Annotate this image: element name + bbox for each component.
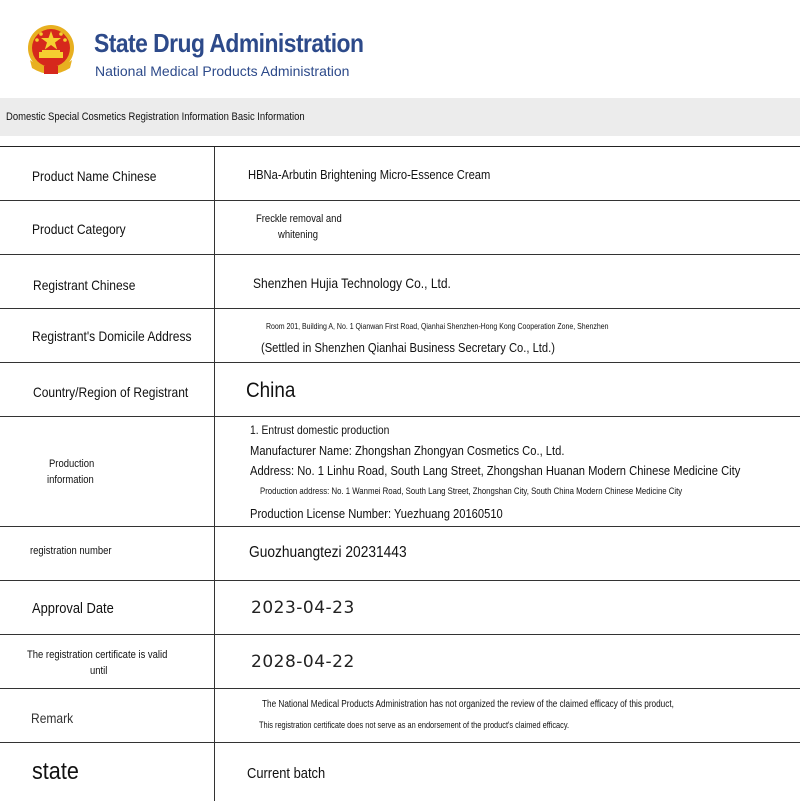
site-subtitle: National Medical Products Administration: [95, 63, 350, 79]
label-valid-until-line2: until: [90, 665, 108, 677]
national-emblem-icon: [24, 22, 78, 78]
value-remark-line2: This registration certificate does not serve as an endorsement of the product's claimed efficacy.: [259, 720, 570, 730]
value-domicile-line1: Room 201, Building A, No. 1 Qianwan First Road, Qianhai Shenzhen-Hong Kong Cooperation Zone, Shenzhen: [266, 321, 609, 331]
value-state: Current batch: [247, 765, 326, 782]
row-approval-date: [0, 581, 800, 635]
banner-title: Domestic Special Cosmetics Registration Information Basic Information: [6, 111, 305, 123]
label-production-line1: Production: [49, 458, 95, 470]
value-product-name: HBNa-Arbutin Brightening Micro-Essence Cream: [248, 167, 491, 182]
label-country: Country/Region of Registrant: [33, 384, 189, 400]
site-title: State Drug Administration: [94, 28, 364, 58]
label-category: Product Category: [32, 221, 126, 237]
label-approval-date: Approval Date: [32, 600, 114, 617]
row-state: [0, 743, 800, 801]
page-header: [0, 0, 800, 96]
row-remark: [0, 689, 800, 743]
row-domicile: [0, 309, 800, 363]
section-banner: [0, 98, 800, 136]
value-valid-until: 2028-04-22: [251, 652, 355, 672]
production-line1: 1. Entrust domestic production: [250, 423, 390, 437]
row-category: [0, 201, 800, 255]
label-domicile: Registrant's Domicile Address: [32, 328, 192, 344]
label-registrant: Registrant Chinese: [33, 277, 136, 293]
label-production-line2: information: [47, 474, 94, 486]
row-valid-until: [0, 635, 800, 689]
label-remark: Remark: [31, 710, 74, 726]
production-line2: Manufacturer Name: Zhongshan Zhongyan Cosmetics Co., Ltd.: [250, 443, 565, 458]
row-production: [0, 417, 800, 527]
row-registration-number: [0, 527, 800, 581]
label-state: state: [32, 758, 79, 785]
production-line4: Production address: No. 1 Wanmei Road, South Lang Street, Zhongshan City, South China Modern Chinese Medicine City: [260, 486, 683, 497]
value-registrant: Shenzhen Hujia Technology Co., Ltd.: [253, 275, 451, 291]
value-remark-line1: The National Medical Products Administration has not organized the review of the claimed efficacy of this product,: [262, 699, 674, 710]
row-country: [0, 363, 800, 417]
value-category-line2: whitening: [278, 229, 318, 241]
production-line3: Address: No. 1 Linhu Road, South Lang Street, Zhongshan Huanan Modern Chinese Medicine City: [250, 463, 741, 478]
value-approval-date: 2023-04-23: [251, 598, 355, 618]
value-domicile-line2: (Settled in Shenzhen Qianhai Business Secretary Co., Ltd.): [261, 340, 555, 355]
value-registration-number: Guozhuangtezi 20231443: [249, 544, 407, 561]
row-product-name: [0, 147, 800, 201]
value-category-line1: Freckle removal and: [256, 213, 342, 225]
value-country: China: [246, 379, 296, 402]
label-product-name: Product Name Chinese: [32, 168, 157, 184]
label-registration-number: registration number: [30, 545, 112, 557]
row-registrant: [0, 255, 800, 309]
info-table: [0, 146, 800, 801]
production-line5: Production License Number: Yuezhuang 20160510: [250, 506, 503, 521]
label-valid-until-line1: The registration certificate is valid: [27, 649, 168, 661]
